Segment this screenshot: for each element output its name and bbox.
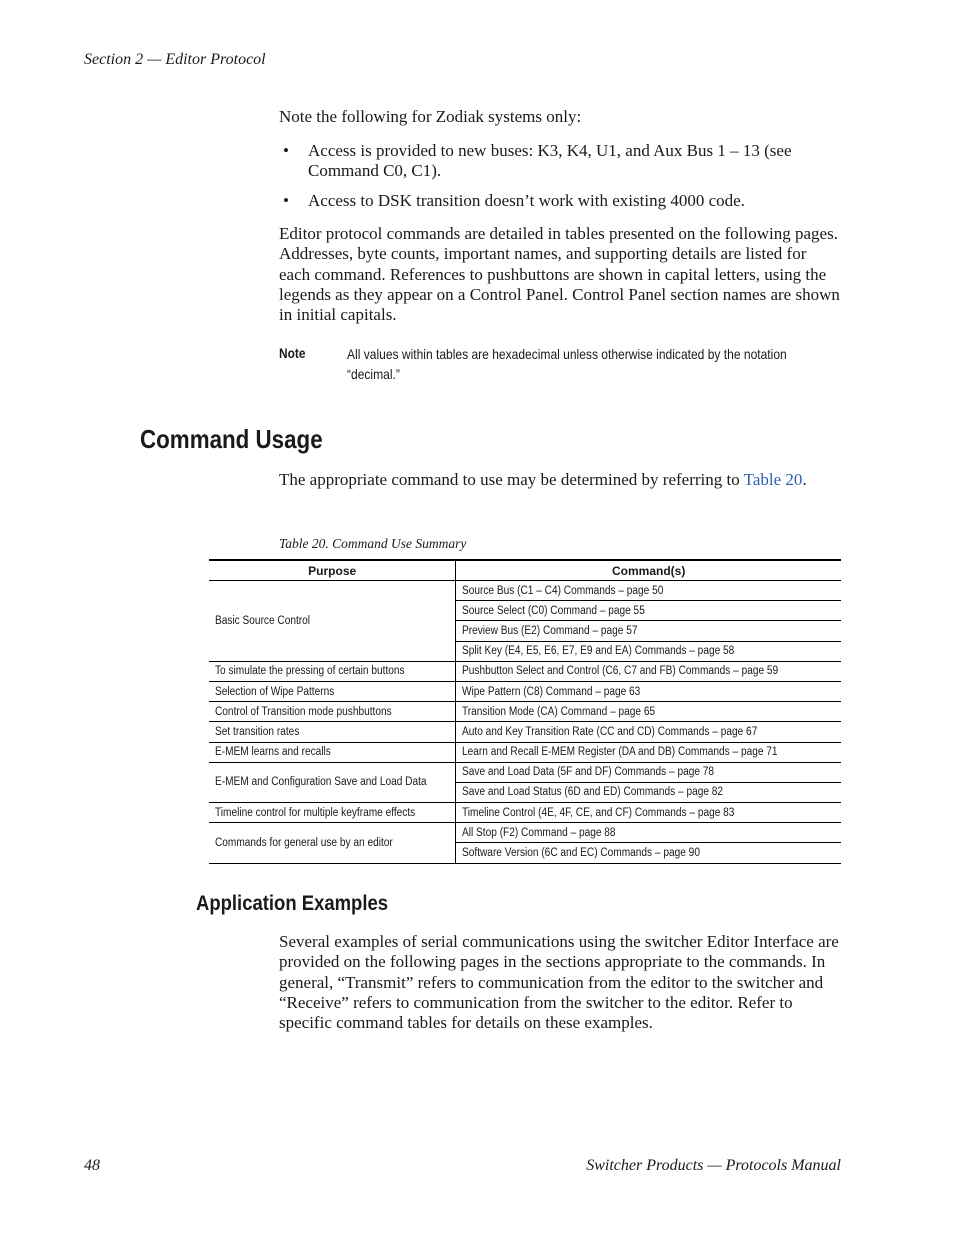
- table-row: [209, 803, 841, 823]
- table-row: [209, 722, 841, 742]
- command-cell: Pushbutton Select and Control (C6, C7 and FB) Commands – page 59: [456, 661, 841, 681]
- application-examples-paragraph: Several examples of serial communications using the switcher Editor Interface are provided on the following pages in the sections appropriate to the commands. In general, “Transmit” refers to communication from the editor to the switcher and “Receive” refers to communication from the switcher to the editor. Refer to specific command tables for details on these examples.: [279, 932, 839, 1033]
- table-row: [209, 742, 841, 762]
- command-cell: Save and Load Status (6D and ED) Commands – page 82: [456, 782, 841, 802]
- header-commands: Command(s): [456, 560, 841, 581]
- table-row: [209, 702, 841, 722]
- footer-title: Switcher Products — Protocols Manual: [586, 1157, 841, 1174]
- purpose-cell: To simulate the pressing of certain buttons: [209, 661, 456, 681]
- command-usage-text: [279, 470, 841, 490]
- table-row: [209, 681, 841, 701]
- section-heading-application-examples: Application Examples: [196, 892, 389, 915]
- purpose-cell: Control of Transition mode pushbuttons: [209, 702, 456, 722]
- command-cell: Split Key (E4, E5, E6, E7, E9 and EA) Commands – page 58: [456, 641, 841, 661]
- purpose-cell: Selection of Wipe Patterns: [209, 681, 456, 701]
- running-header: Section 2 — Editor Protocol: [84, 51, 266, 68]
- command-cell: Source Select (C0) Command – page 55: [456, 601, 841, 621]
- command-cell: Wipe Pattern (C8) Command – page 63: [456, 681, 841, 701]
- header-purpose: Purpose: [209, 560, 456, 581]
- table-caption: Table 20. Command Use Summary: [279, 536, 467, 551]
- table-row: [209, 581, 841, 601]
- command-cell: Timeline Control (4E, 4F, CE, and CF) Commands – page 83: [456, 803, 841, 823]
- bullet-text: Access is provided to new buses: K3, K4, U1, and Aux Bus 1 – 13 (see Command C0, C1).: [308, 141, 792, 181]
- page-number: 48: [84, 1157, 100, 1174]
- command-cell: Auto and Key Transition Rate (CC and CD) Commands – page 67: [456, 722, 841, 742]
- table-20-link[interactable]: Table 20: [743, 470, 803, 489]
- table-row: [209, 661, 841, 681]
- purpose-cell: E-MEM learns and recalls: [209, 742, 456, 762]
- command-cell: Software Version (6C and EC) Commands – page 90: [456, 843, 841, 863]
- note-label: Note: [279, 345, 306, 361]
- command-use-summary-table: [209, 559, 841, 864]
- note-text: All values within tables are hexadecimal unless otherwise indicated by the notation “decimal.”: [347, 346, 787, 382]
- bullet-dot: •: [283, 141, 289, 160]
- command-cell: Learn and Recall E-MEM Register (DA and DB) Commands – page 71: [456, 742, 841, 762]
- bullet-dot: •: [283, 191, 289, 210]
- table-header-row: [209, 560, 841, 581]
- purpose-cell: Set transition rates: [209, 722, 456, 742]
- command-cell: Save and Load Data (5F and DF) Commands – page 78: [456, 762, 841, 782]
- purpose-cell: Basic Source Control: [209, 581, 456, 662]
- intro-lead: Note the following for Zodiak systems only:: [279, 107, 582, 126]
- command-usage-lead: The appropriate command to use may be determined by referring to: [279, 470, 744, 489]
- command-cell: All Stop (F2) Command – page 88: [456, 823, 841, 843]
- table-row: [209, 823, 841, 843]
- command-cell: Transition Mode (CA) Command – page 65: [456, 702, 841, 722]
- purpose-cell: Commands for general use by an editor: [209, 823, 456, 863]
- section-heading-command-usage: Command Usage: [140, 424, 323, 454]
- intro-paragraph: Editor protocol commands are detailed in tables presented on the following pages. Addresses, byte counts, important names, and supporting details are listed for each command. References to pushbuttons are shown in capital letters, using the legends as they appear on a Control Panel. Control Panel section names are shown in initial capitals.: [279, 224, 840, 325]
- bullet-text: Access to DSK transition doesn’t work with existing 4000 code.: [308, 191, 745, 210]
- command-usage-tail: .: [802, 470, 807, 489]
- purpose-cell: Timeline control for multiple keyframe effects: [209, 803, 456, 823]
- command-cell: Source Bus (C1 – C4) Commands – page 50: [456, 581, 841, 601]
- command-cell: Preview Bus (E2) Command – page 57: [456, 621, 841, 641]
- table-row: [209, 762, 841, 782]
- purpose-cell: E-MEM and Configuration Save and Load Data: [209, 762, 456, 802]
